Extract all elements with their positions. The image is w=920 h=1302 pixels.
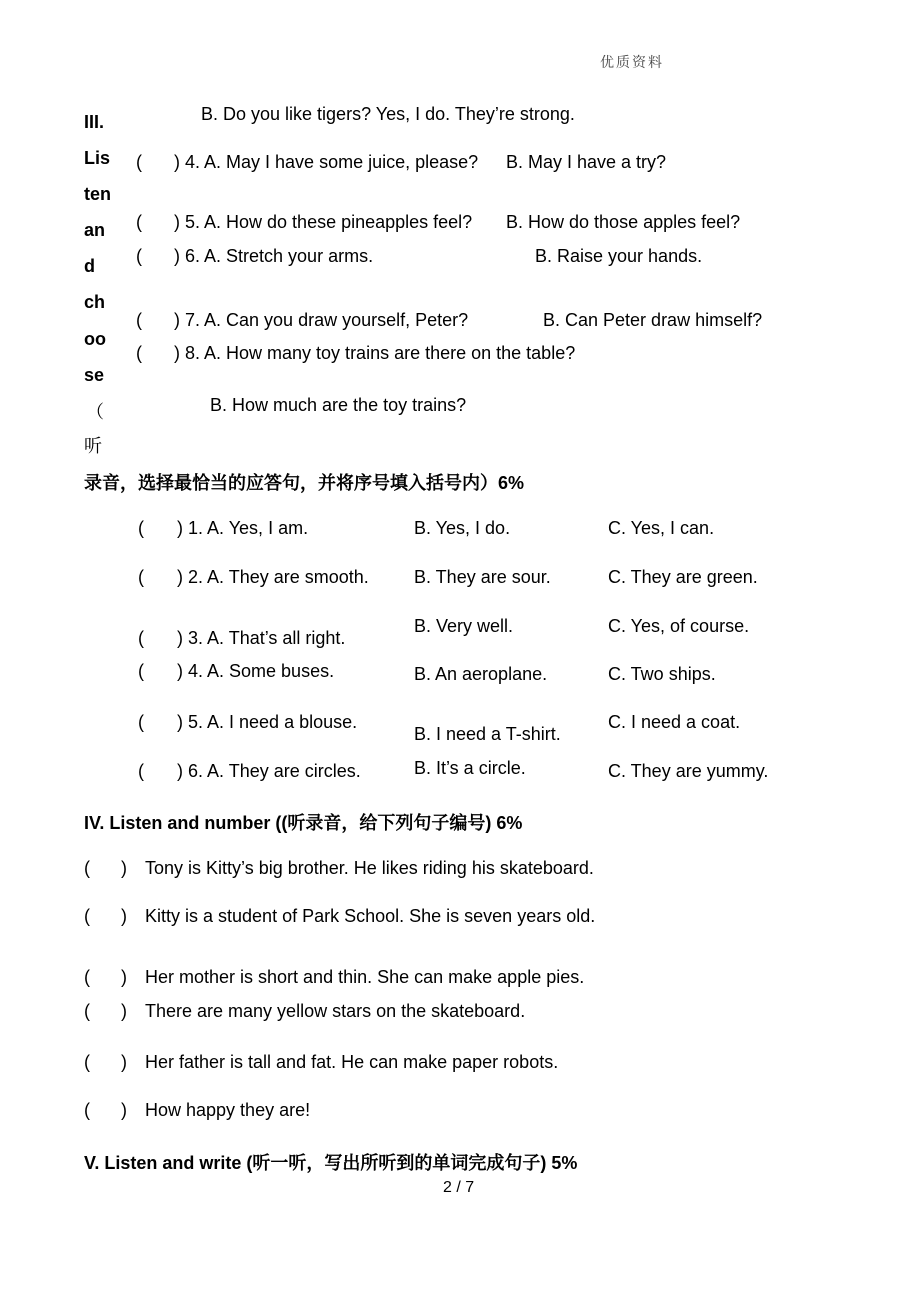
- sentence: How happy they are!: [145, 1100, 311, 1120]
- sentence: There are many yellow stars on the skateboard.: [145, 1001, 526, 1021]
- item2-option-c: C. They are green.: [608, 567, 758, 587]
- answer-blank-close: ): [121, 1052, 127, 1072]
- heading-part: （: [86, 402, 104, 422]
- answer-blank-close: ): [121, 1001, 127, 1021]
- answer-blank[interactable]: (: [136, 152, 142, 172]
- answer-blank-open[interactable]: (: [84, 1100, 90, 1120]
- item4-option-c: C. Two ships.: [608, 664, 716, 684]
- answer-blank[interactable]: (: [136, 343, 142, 363]
- section4-heading: IV. Listen and number ((听录音，给下列句子编号) 6%: [84, 813, 523, 833]
- sentence: Kitty is a student of Park School. She is seven years old.: [145, 906, 596, 926]
- heading-part: d: [84, 256, 95, 276]
- item3-option-c: C. Yes, of course.: [608, 616, 750, 636]
- answer-blank-close: ): [121, 906, 127, 926]
- heading-part: III.: [84, 112, 105, 132]
- q7-option-b: B. Can Peter draw himself?: [543, 310, 763, 330]
- answer-blank-open[interactable]: (: [84, 967, 90, 987]
- sentence: Her father is tall and fat. He can make paper robots.: [145, 1052, 559, 1072]
- q4-option-a: ) 4. A. May I have some juice, please?: [174, 152, 479, 172]
- item4-option-a: ) 4. A. Some buses.: [177, 661, 335, 681]
- sentence: Her mother is short and thin. She can make apple pies.: [145, 967, 585, 987]
- answer-blank[interactable]: (: [138, 661, 144, 681]
- heading-part: 听: [84, 436, 102, 456]
- page-header: 优质资料: [600, 55, 664, 71]
- answer-blank[interactable]: (: [136, 212, 142, 232]
- heading-part: an: [84, 220, 106, 240]
- item3-option-a: ) 3. A. That’s all right.: [177, 628, 346, 648]
- item6-option-c: C. They are yummy.: [608, 761, 769, 781]
- answer-blank[interactable]: (: [136, 310, 142, 330]
- q6-option-a: ) 6. A. Stretch your arms.: [174, 246, 374, 266]
- answer-blank-close: ): [121, 967, 127, 987]
- answer-blank-close: ): [121, 1100, 127, 1120]
- item6-option-a: ) 6. A. They are circles.: [177, 761, 361, 781]
- answer-blank-open[interactable]: (: [84, 1052, 90, 1072]
- q8-option-a: ) 8. A. How many toy trains are there on the table?: [174, 343, 576, 363]
- q4-option-b: B. May I have a try?: [506, 152, 667, 172]
- q5-option-b: B. How do those apples feel?: [506, 212, 741, 232]
- answer-blank[interactable]: (: [138, 761, 144, 781]
- heading-part: oo: [84, 329, 106, 349]
- q3-option-b: B. Do you like tigers? Yes, I do. They’re strong.: [201, 104, 575, 124]
- answer-blank[interactable]: (: [138, 628, 144, 648]
- section5-heading: V. Listen and write (听一听，写出所听到的单词完成句子) 5%: [84, 1153, 578, 1173]
- q7-option-a: ) 7. A. Can you draw yourself, Peter?: [174, 310, 469, 330]
- q8-option-b: B. How much are the toy trains?: [210, 395, 467, 415]
- heading-part: Lis: [84, 148, 111, 168]
- answer-blank[interactable]: (: [136, 246, 142, 266]
- answer-blank-open[interactable]: (: [84, 906, 90, 926]
- item2-option-b: B. They are sour.: [414, 567, 551, 587]
- answer-blank-open[interactable]: (: [84, 858, 90, 878]
- answer-blank-close: ): [121, 858, 127, 878]
- answer-blank[interactable]: (: [138, 567, 144, 587]
- sentence: Tony is Kitty’s big brother. He likes riding his skateboard.: [145, 858, 594, 878]
- answer-blank[interactable]: (: [138, 712, 144, 732]
- item1-option-c: C. Yes, I can.: [608, 518, 715, 538]
- answer-blank[interactable]: (: [138, 518, 144, 538]
- item1-option-a: ) 1. A. Yes, I am.: [177, 518, 309, 538]
- page-number: 2 / 7: [443, 1179, 475, 1196]
- item6-option-b: B. It’s a circle.: [414, 758, 526, 778]
- q5-option-a: ) 5. A. How do these pineapples feel?: [174, 212, 473, 232]
- heading-part: se: [84, 365, 105, 385]
- item1-option-b: B. Yes, I do.: [414, 518, 511, 538]
- heading-part: ten: [84, 184, 111, 204]
- item5-option-b: B. I need a T-shirt.: [414, 724, 561, 744]
- item2-option-a: ) 2. A. They are smooth.: [177, 567, 369, 587]
- item4-option-b: B. An aeroplane.: [414, 664, 548, 684]
- item5-option-c: C. I need a coat.: [608, 712, 741, 732]
- q6-option-b: B. Raise your hands.: [535, 246, 703, 266]
- heading-part: ch: [84, 292, 106, 312]
- item3-option-b: B. Very well.: [414, 616, 514, 636]
- item5-option-a: ) 5. A. I need a blouse.: [177, 712, 358, 732]
- answer-blank-open[interactable]: (: [84, 1001, 90, 1021]
- heading-tail: 录音，选择最恰当的应答句，并将序号填入括号内）6%: [84, 473, 525, 493]
